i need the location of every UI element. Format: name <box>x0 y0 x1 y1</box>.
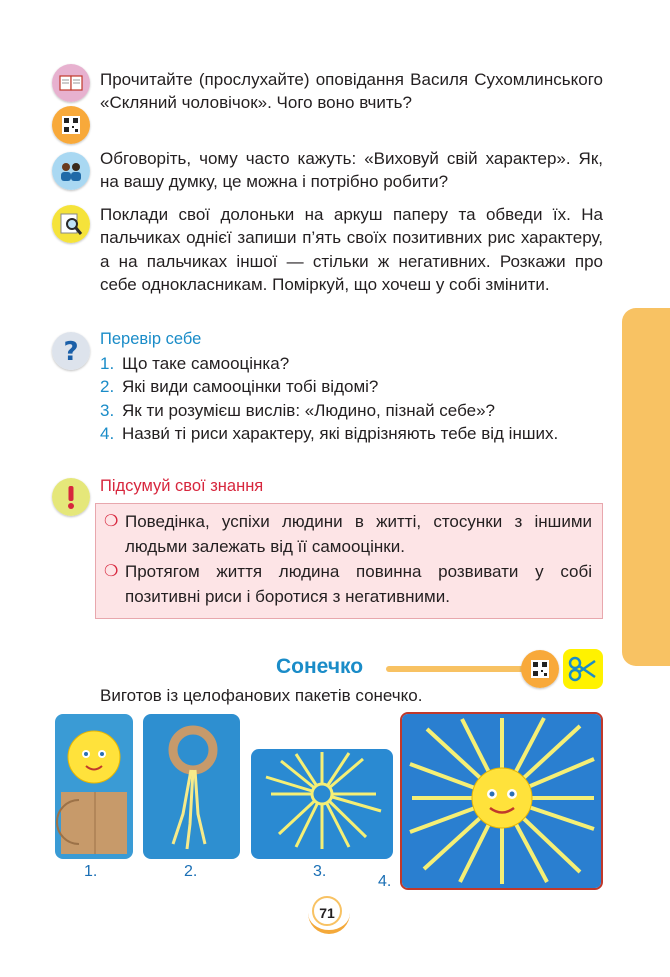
step-photo-4 <box>400 712 603 890</box>
check-questions <box>100 352 603 446</box>
side-tab <box>622 308 670 666</box>
step-caption-4: 4. <box>378 873 392 890</box>
craft-subtitle: Виготов із целофанових пакетів сонечко. <box>100 686 423 705</box>
exclamation-icon <box>52 478 90 516</box>
task-discuss-text: Обговоріть, чому часто кажуть: «Виховуй свій характер». Як, на вашу думку, це можна і потрібно робити? <box>100 149 603 192</box>
question-item: 1. Що таке самооцінка? <box>100 354 290 373</box>
task-read-text: Прочитайте (прослухайте) оповідання Василя Сухомлинського «Скляний чоловічок». Чого воно вчить? <box>100 70 603 113</box>
summary-point: ❍ Поведінка, успіхи людини в житті, стосунки з іншими людьми залежать від її самооцінки. <box>104 512 592 556</box>
page-number: 71 <box>312 896 342 926</box>
question-item: 2. Які види самооцінки тобі відомі? <box>100 377 379 397</box>
magnifier-icon <box>52 205 90 243</box>
question-icon <box>52 332 90 370</box>
step-photo-1 <box>55 714 133 859</box>
book-icon <box>52 64 90 102</box>
qr-code-icon[interactable] <box>521 650 559 688</box>
step-caption-2: 2. <box>184 863 198 880</box>
craft-title-line <box>386 666 526 672</box>
svg-text:?: ? <box>63 337 79 367</box>
summary-title: Підсумуй свої знання <box>100 477 264 495</box>
craft-title: Сонечко <box>276 655 364 678</box>
question-item: 4. Назви́ ті риси характеру, які відрізняють тебе від інших. <box>100 424 559 444</box>
qr-code-icon[interactable] <box>52 106 90 144</box>
step-photo-3 <box>251 749 393 859</box>
step-caption-3: 3. <box>313 863 327 880</box>
step-photo-2 <box>143 714 240 859</box>
task-activity-text: Поклади свої долоньки на аркуш паперу та обведи їх. На пальчиках однієї запиши п’ять своїх позитивних рис характеру, а на пальчиках іншої — стільки ж негативних. Розкажи про себе однокласникам. Поміркуй, що хочеш у собі змінити. <box>100 205 603 295</box>
scissors-icon <box>563 649 603 689</box>
pupils-icon <box>52 152 90 190</box>
question-item: 3. Як ти розумієш вислів: «Людино, пізнай себе»? <box>100 400 495 420</box>
summary-box <box>95 503 603 619</box>
summary-point: ❍ Протягом життя людина повинна розвивати у собі позитивні риси і боротися з негативними. <box>104 562 592 606</box>
step-caption-1: 1. <box>84 863 98 880</box>
check-title: Перевір себе <box>100 330 202 348</box>
